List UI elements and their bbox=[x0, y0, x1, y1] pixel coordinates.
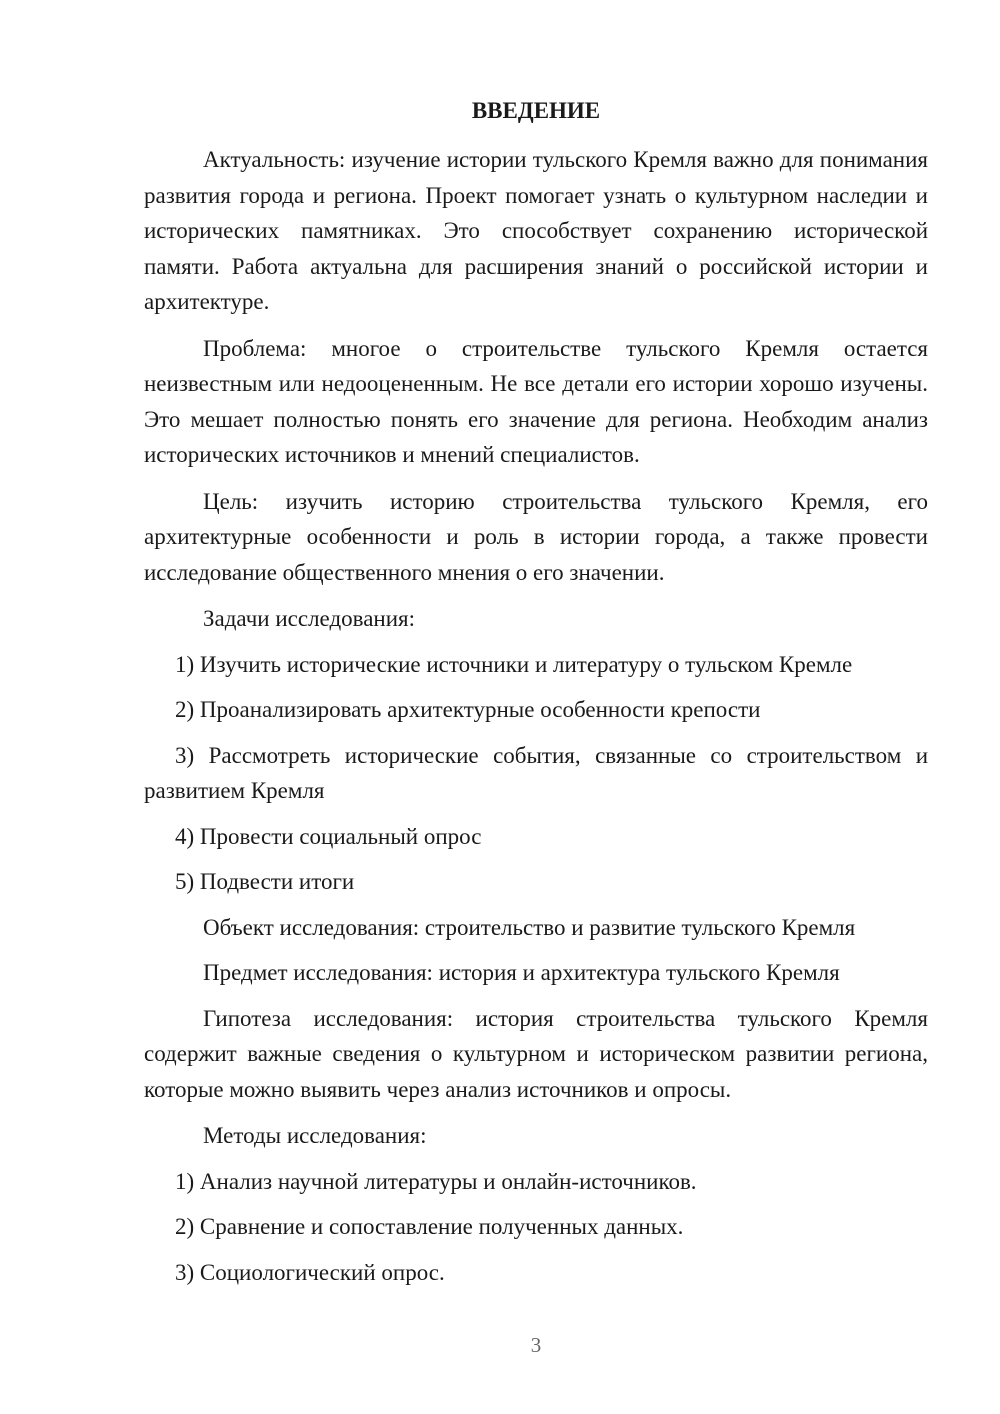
method-item: 3) Социологический опрос. bbox=[175, 1259, 445, 1285]
tasks-title: Задачи исследования: bbox=[203, 606, 416, 631]
problem-paragraph: Проблема: многое о строительстве тульского Кремля остается неизвестным или недооцененным. Не все детали его истории хорошо изучены. Это мешает полностью понять его значение для региона. Необходим анализ исторических источников и мнений специалистов. bbox=[144, 335, 928, 467]
document-body bbox=[144, 142, 928, 1300]
task-item: 2) Проанализировать архитектурные особенности крепости bbox=[175, 697, 761, 722]
relevance-paragraph: Актуальность: изучение истории тульского Кремля важно для понимания развития города и региона. Проект помогает узнать о культурном наследии и исторических памятниках. Это способствует сохранению исторической памяти. Работа актуальна для расширения знаний о российской истории и архитектуре. bbox=[144, 147, 928, 314]
goal-paragraph: Цель: изучить историю строительства тульского Кремля, его архитектурные особенности и роль в истории города, а также провести исследование общественного мнения о его значении. bbox=[144, 488, 928, 585]
method-item: 1) Анализ научной литературы и онлайн-источников. bbox=[175, 1168, 697, 1194]
research-hypothesis: Гипотеза исследования: история строительства тульского Кремля содержит важные сведения о культурном и историческом развитии региона, которые можно выявить через анализ источников и опросы. bbox=[144, 1005, 928, 1102]
method-item: 2) Сравнение и сопоставление полученных данных. bbox=[175, 1214, 684, 1239]
task-item: 3) Рассмотреть исторические события, связанные со строительством и развитием Кремля bbox=[144, 742, 928, 803]
task-item: 1) Изучить исторические источники и литературу о тульском Кремле bbox=[175, 651, 853, 677]
page-number: 3 bbox=[530, 1333, 542, 1357]
task-item: 5) Подвести итоги bbox=[175, 869, 355, 894]
task-item: 4) Провести социальный опрос bbox=[175, 823, 482, 849]
research-subject: Предмет исследования: история и архитектура тульского Кремля bbox=[203, 960, 840, 985]
section-heading: ВВЕДЕНИЕ bbox=[471, 98, 601, 123]
research-object: Объект исследования: строительство и развитие тульского Кремля bbox=[203, 914, 856, 940]
methods-title: Методы исследования: bbox=[203, 1123, 427, 1148]
